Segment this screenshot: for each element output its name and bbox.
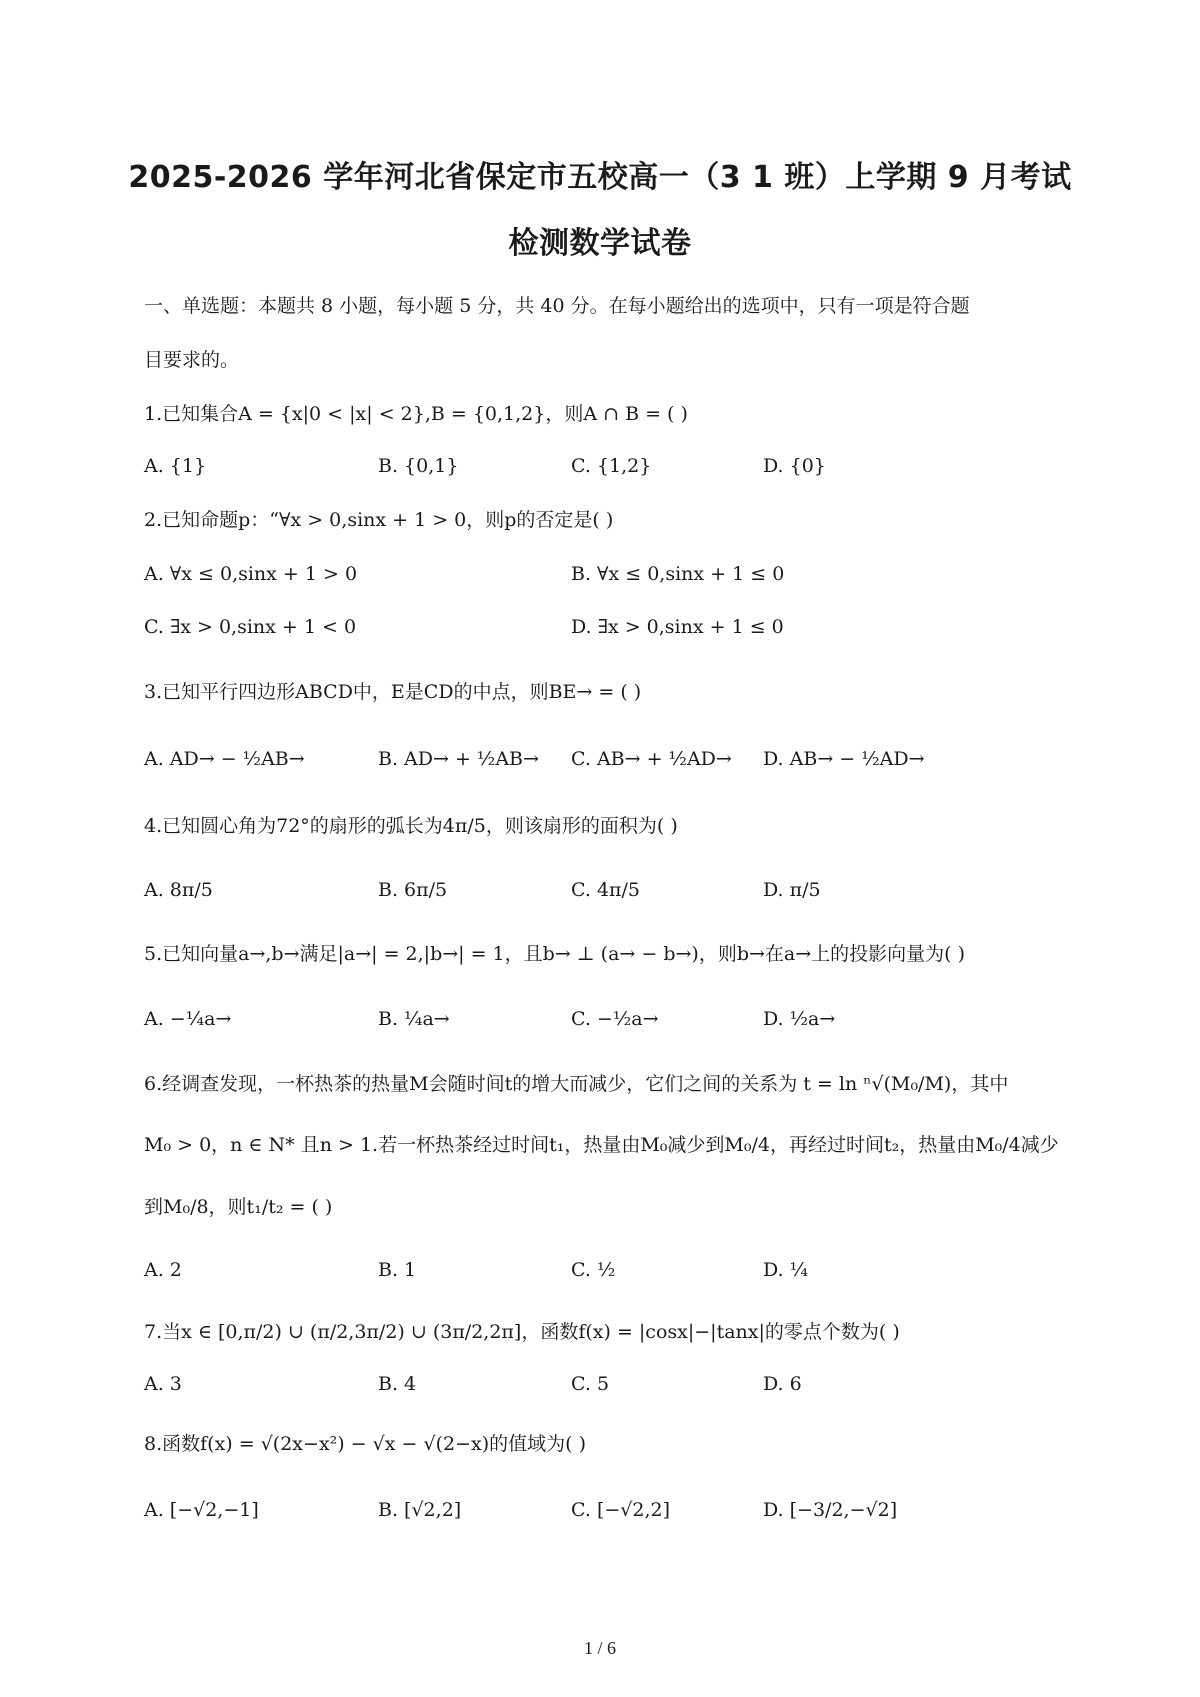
question-6-option-a: A. 2 [144,1259,182,1281]
section-instructions-1: 一、单选题：本题共 8 小题，每小题 5 分，共 40 分。在每小题给出的选项中，只有一项是符合题 [144,295,970,317]
question-8-option-c: C. [−√2,2] [571,1499,671,1521]
exam-title-line1: 2025-2026 学年河北省保定市五校高一（3 1 班）上学期 9 月考试 [128,160,1072,195]
question-3-option-c: C. AB→ + ½AD→ [571,748,732,770]
question-2-stem: 2.已知命题p：“∀x > 0,sinx + 1 > 0，则p的否定是( ) [144,509,614,531]
question-6-option-c: C. ½ [571,1259,616,1281]
question-5-stem: 5.已知向量a→,b→满足|a→| = 2,|b→| = 1，且b→ ⊥ (a→ − b→)，则b→在a→上的投影向量为( ) [144,943,966,965]
question-4-option-d: D. π/5 [763,879,821,901]
question-6-stem-line2: M₀ > 0，n ∈ N* 且n > 1.若一杯热茶经过时间t₁，热量由M₀减少到M₀/4，再经过时间t₂，热量由M₀/4减少 [144,1134,1059,1156]
question-2-option-a: A. ∀x ≤ 0,sinx + 1 > 0 [144,563,358,585]
question-4-stem: 4.已知圆心角为72°的扇形的弧长为4π/5，则该扇形的面积为( ) [144,815,678,837]
question-4-option-c: C. 4π/5 [571,879,641,901]
question-2-option-d: D. ∃x > 0,sinx + 1 ≤ 0 [571,616,784,638]
question-7-stem: 7.当x ∈ [0,π/2) ∪ (π/2,3π/2) ∪ (3π/2,2π]，函数f(x) = |cosx|−|tanx|的零点个数为( ) [144,1321,900,1343]
question-6-option-b: B. 1 [378,1259,417,1281]
question-2-option-b: B. ∀x ≤ 0,sinx + 1 ≤ 0 [571,563,785,585]
question-8-option-b: B. [√2,2] [378,1499,462,1521]
question-6-stem-line3: 到M₀/8，则t₁/t₂ = ( ) [144,1196,333,1218]
question-5-option-d: D. ½a→ [763,1008,836,1030]
question-1-option-a: A. {1} [144,455,207,477]
question-1-option-c: C. {1,2} [571,455,652,477]
question-7-option-b: B. 4 [378,1373,417,1395]
question-8-option-d: D. [−3/2,−√2] [763,1499,898,1521]
question-1-stem: 1.已知集合A = {x|0 < |x| < 2},B = {0,1,2}，则A ∩ B = ( ) [144,403,688,425]
page-number: 1 / 6 [583,1638,616,1658]
question-3-option-b: B. AD→ + ½AB→ [378,748,539,770]
question-6-stem-line1: 6.经调查发现，一杯热茶的热量M会随时间t的增大而减少，它们之间的关系为 t = ln ⁿ√(M₀/M)，其中 [144,1073,1009,1095]
question-4-option-a: A. 8π/5 [144,879,213,901]
question-3-stem: 3.已知平行四边形ABCD中，E是CD的中点，则BE→ = ( ) [144,681,642,703]
question-1-option-b: B. {0,1} [378,455,459,477]
question-5-option-b: B. ¼a→ [378,1008,450,1030]
question-3-option-a: A. AD→ − ½AB→ [144,748,305,770]
question-3-option-d: D. AB→ − ½AD→ [763,748,925,770]
question-1-option-d: D. {0} [763,455,826,477]
question-7-option-a: A. 3 [144,1373,182,1395]
question-5-option-c: C. −½a→ [571,1008,659,1030]
question-2-option-c: C. ∃x > 0,sinx + 1 < 0 [144,616,357,638]
question-7-option-c: C. 5 [571,1373,610,1395]
question-7-option-d: D. 6 [763,1373,802,1395]
section-instructions-2: 目要求的。 [144,349,240,371]
question-6-option-d: D. ¼ [763,1259,809,1281]
exam-title-line2: 检测数学试卷 [508,226,692,261]
question-5-option-a: A. −¼a→ [144,1008,232,1030]
question-8-option-a: A. [−√2,−1] [144,1499,259,1521]
question-8-stem: 8.函数f(x) = √(2x−x²) − √x − √(2−x)的值域为( ) [144,1433,587,1455]
question-4-option-b: B. 6π/5 [378,879,448,901]
